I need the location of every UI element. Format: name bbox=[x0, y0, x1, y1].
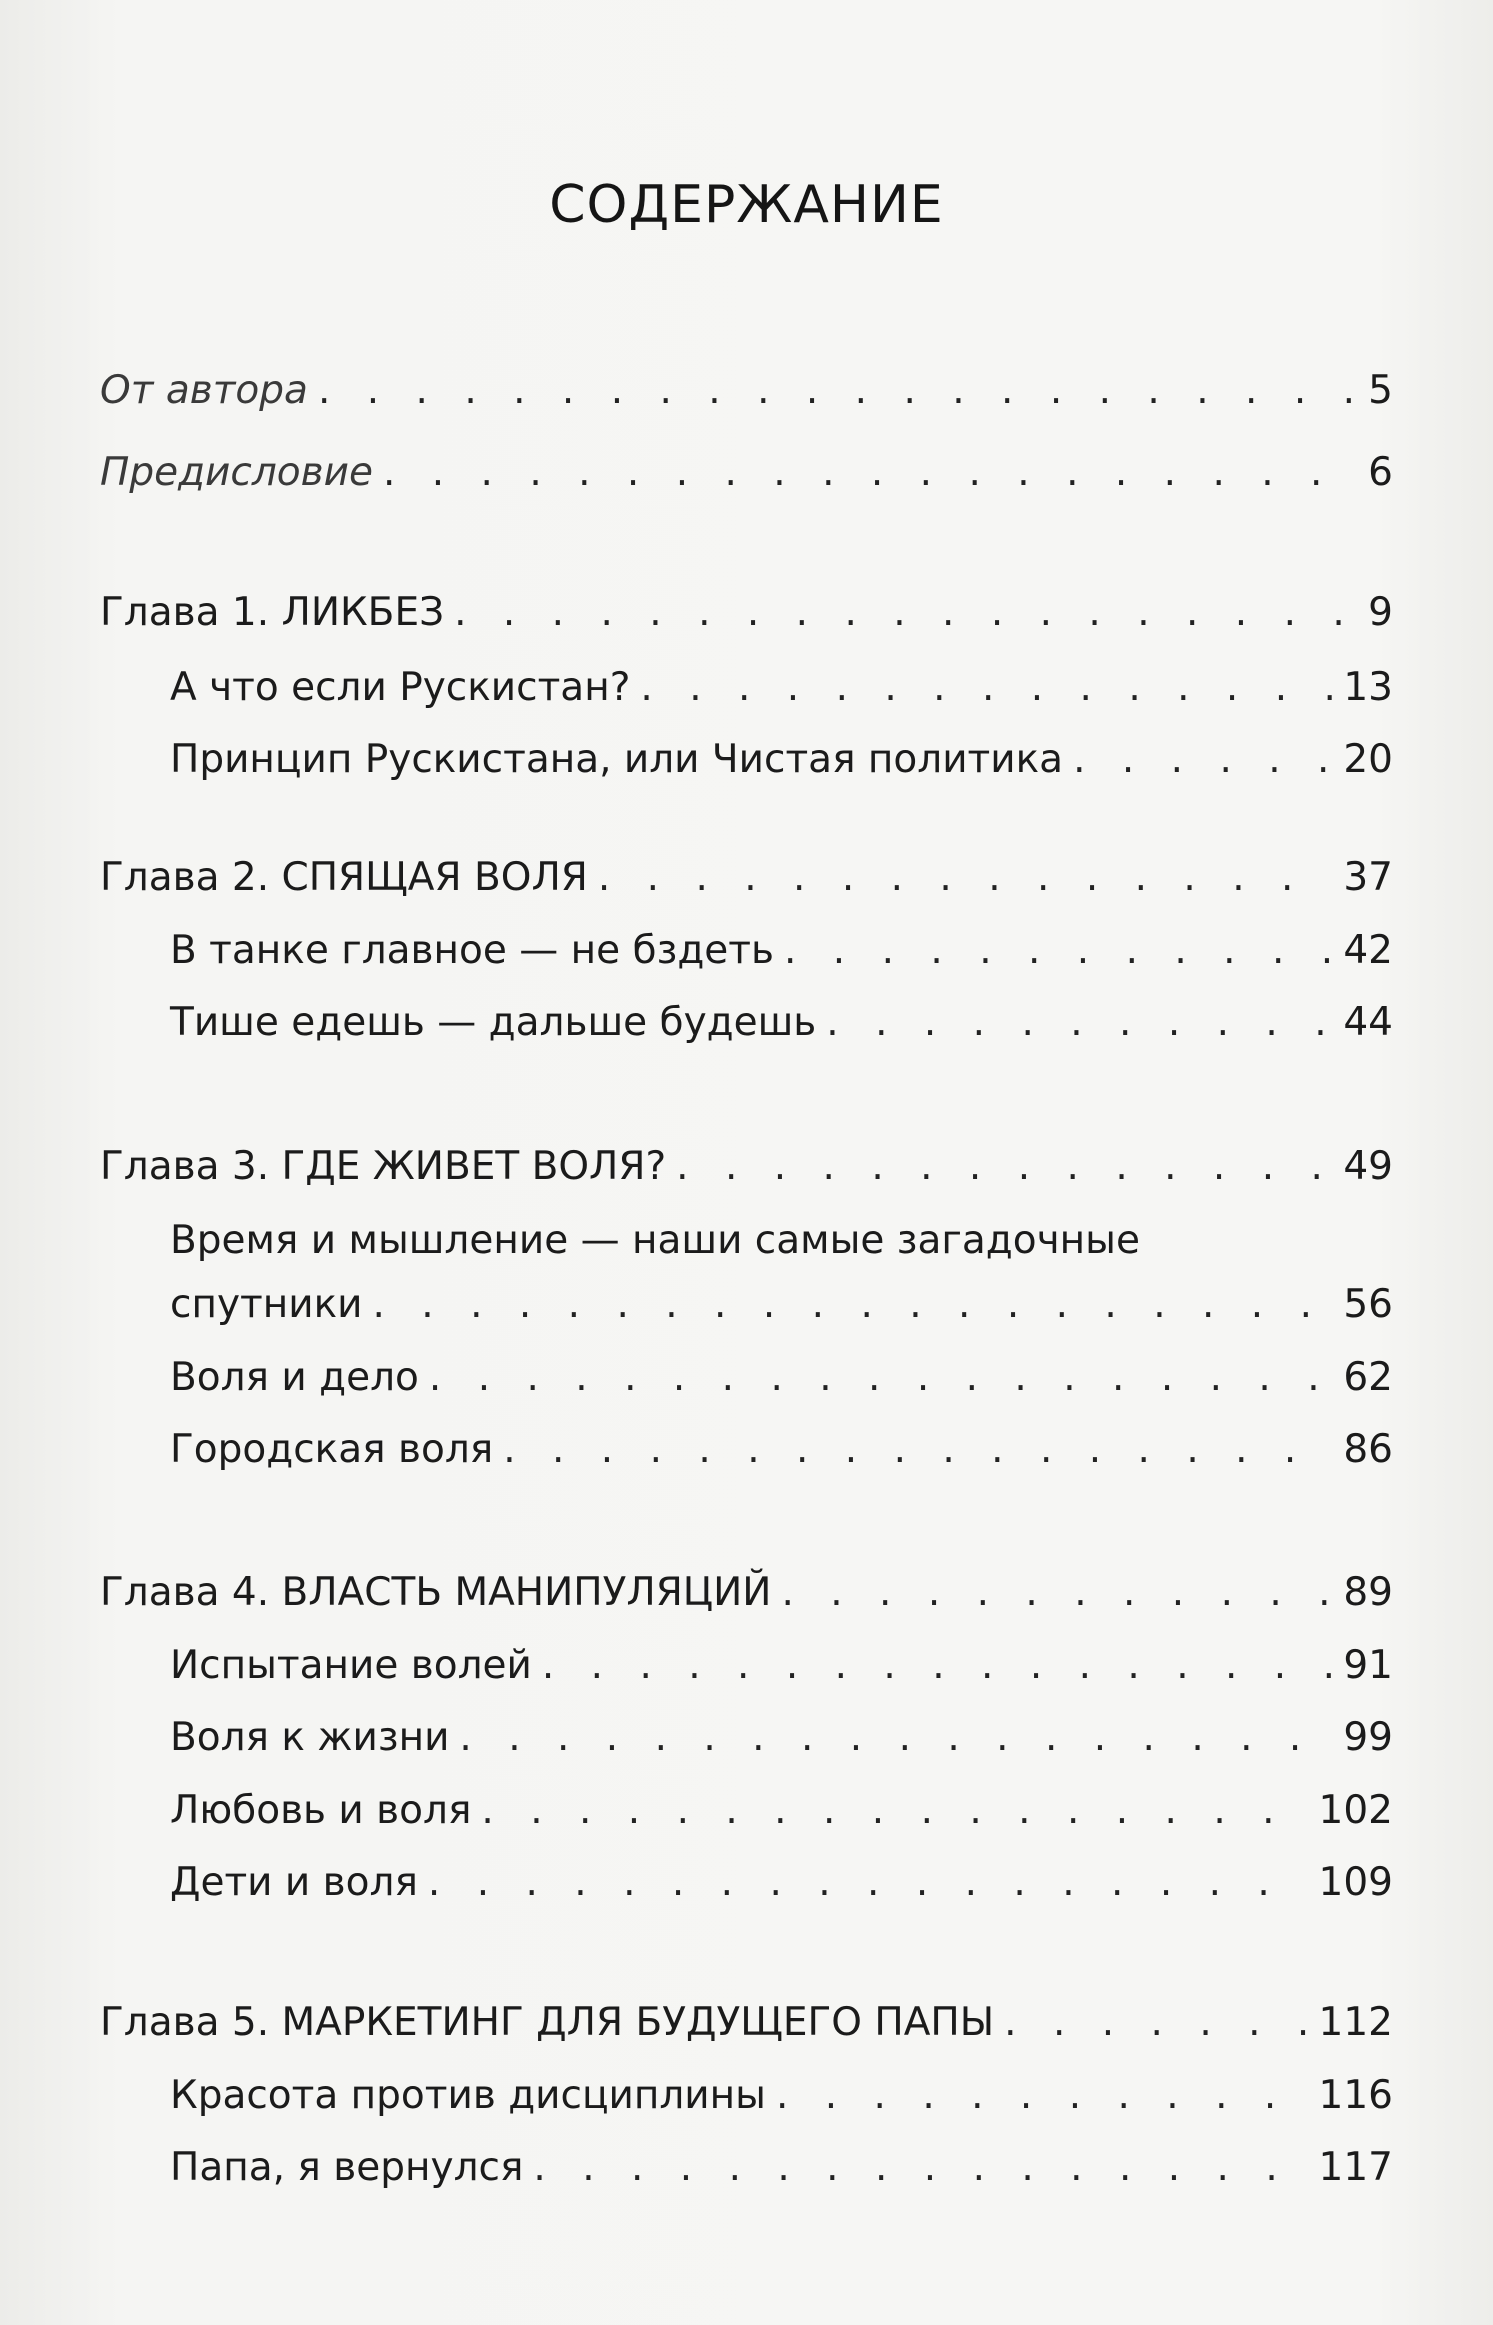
toc-entry-label: А что если Рускистан? bbox=[170, 665, 631, 710]
leader-dots bbox=[676, 1144, 1333, 1189]
toc-entry-page: 6 bbox=[1368, 450, 1393, 495]
toc-entry-page: 91 bbox=[1343, 1643, 1393, 1688]
toc-entry-label: Красота против дисциплины bbox=[170, 2073, 766, 2118]
toc-entry-label: Принцип Рускистана, или Чистая политика bbox=[170, 737, 1064, 782]
toc-section bbox=[170, 1788, 1393, 1844]
toc-section bbox=[170, 1000, 1393, 1056]
leader-dots bbox=[776, 2073, 1309, 2118]
toc-entry-page: 112 bbox=[1318, 2000, 1393, 2045]
leader-dots bbox=[1073, 737, 1333, 782]
toc-entry-label: Глава 1. ЛИКБЕЗ bbox=[100, 590, 445, 635]
toc-entry-page: 102 bbox=[1318, 1788, 1393, 1833]
toc-entry-label: спутники bbox=[170, 1282, 363, 1327]
toc-entry-label: Предисловие bbox=[100, 450, 373, 495]
toc-entry-label: Глава 3. ГДЕ ЖИВЕТ ВОЛЯ? bbox=[100, 1144, 667, 1189]
toc-chapter bbox=[100, 1144, 1393, 1200]
leader-dots bbox=[542, 1643, 1333, 1688]
toc-entry-page: 44 bbox=[1343, 1000, 1393, 1045]
toc-entry-label: Воля и дело bbox=[170, 1355, 419, 1400]
toc-entry-label: Глава 4. ВЛАСТЬ МАНИПУЛЯЦИЙ bbox=[100, 1570, 772, 1615]
toc-entry-page: 86 bbox=[1343, 1427, 1393, 1472]
leader-dots bbox=[429, 1355, 1333, 1400]
toc-entry-page: 37 bbox=[1343, 855, 1393, 900]
toc-section bbox=[170, 665, 1393, 721]
toc-section bbox=[170, 2145, 1393, 2201]
toc-section bbox=[170, 1643, 1393, 1699]
toc-section bbox=[170, 928, 1393, 984]
toc-section bbox=[170, 1427, 1393, 1483]
toc-entry-page: 99 bbox=[1343, 1715, 1393, 1760]
leader-dots bbox=[784, 928, 1333, 973]
toc-entry-label: Глава 5. МАРКЕТИНГ ДЛЯ БУДУЩЕГО ПАПЫ bbox=[100, 2000, 995, 2045]
leader-dots bbox=[481, 1788, 1308, 1833]
leader-dots bbox=[1004, 2000, 1308, 2045]
toc-chapter bbox=[100, 855, 1393, 911]
toc-entry-page: 109 bbox=[1318, 1860, 1393, 1905]
leader-dots bbox=[459, 1715, 1333, 1760]
leader-dots bbox=[781, 1570, 1333, 1615]
toc-entry-label: Папа, я вернулся bbox=[170, 2145, 524, 2190]
toc-chapter bbox=[100, 590, 1393, 646]
toc-entry-label: Глава 2. СПЯЩАЯ ВОЛЯ bbox=[100, 855, 588, 900]
toc-entry-label: Испытание волей bbox=[170, 1643, 532, 1688]
toc-entry-page: 89 bbox=[1343, 1570, 1393, 1615]
toc-entry-page: 5 bbox=[1368, 368, 1393, 413]
toc-chapter bbox=[100, 1570, 1393, 1626]
leader-dots bbox=[454, 590, 1358, 635]
toc-section bbox=[170, 1860, 1393, 1916]
toc-entry-page: 56 bbox=[1343, 1282, 1393, 1327]
toc-entry-label: Дети и воля bbox=[170, 1860, 418, 1905]
page-title: СОДЕРЖАНИЕ bbox=[549, 174, 944, 235]
leader-dots bbox=[598, 855, 1333, 900]
toc-entry-page: 62 bbox=[1343, 1355, 1393, 1400]
toc-entry bbox=[100, 368, 1393, 424]
toc-entry-page: 42 bbox=[1343, 928, 1393, 973]
toc-section bbox=[170, 1355, 1393, 1411]
toc-entry-page: 9 bbox=[1368, 590, 1393, 635]
toc-entry bbox=[100, 450, 1393, 506]
toc-section bbox=[170, 737, 1393, 793]
toc-entry-page: 49 bbox=[1343, 1144, 1393, 1189]
toc-chapter bbox=[100, 2000, 1393, 2056]
toc-entry-label: Любовь и воля bbox=[170, 1788, 472, 1833]
leader-dots bbox=[318, 368, 1358, 413]
leader-dots bbox=[533, 2145, 1308, 2190]
toc-section bbox=[170, 1282, 1393, 1338]
toc-section bbox=[170, 2073, 1393, 2129]
toc-entry-label: Воля к жизни bbox=[170, 1715, 450, 1760]
toc-entry-label: Тише едешь — дальше будешь bbox=[170, 1000, 817, 1045]
leader-dots bbox=[826, 1000, 1333, 1045]
toc-entry-label: Городская воля bbox=[170, 1427, 494, 1472]
toc-section bbox=[170, 1715, 1393, 1771]
toc-entry-page: 116 bbox=[1318, 2073, 1393, 2118]
leader-dots bbox=[640, 665, 1333, 710]
toc-entry-page: 13 bbox=[1343, 665, 1393, 710]
leader-dots bbox=[373, 1282, 1334, 1327]
toc-entry-page: 20 bbox=[1343, 737, 1393, 782]
leader-dots bbox=[428, 1860, 1309, 1905]
toc-entry-label: В танке главное — не бздеть bbox=[170, 928, 775, 973]
leader-dots bbox=[503, 1427, 1333, 1472]
toc-entry-label: От автора bbox=[100, 368, 308, 413]
toc-section-wrapped-line: Время и мышление — наши самые загадочные bbox=[170, 1218, 1140, 1263]
leader-dots bbox=[383, 450, 1358, 495]
toc-entry-page: 117 bbox=[1318, 2145, 1393, 2190]
